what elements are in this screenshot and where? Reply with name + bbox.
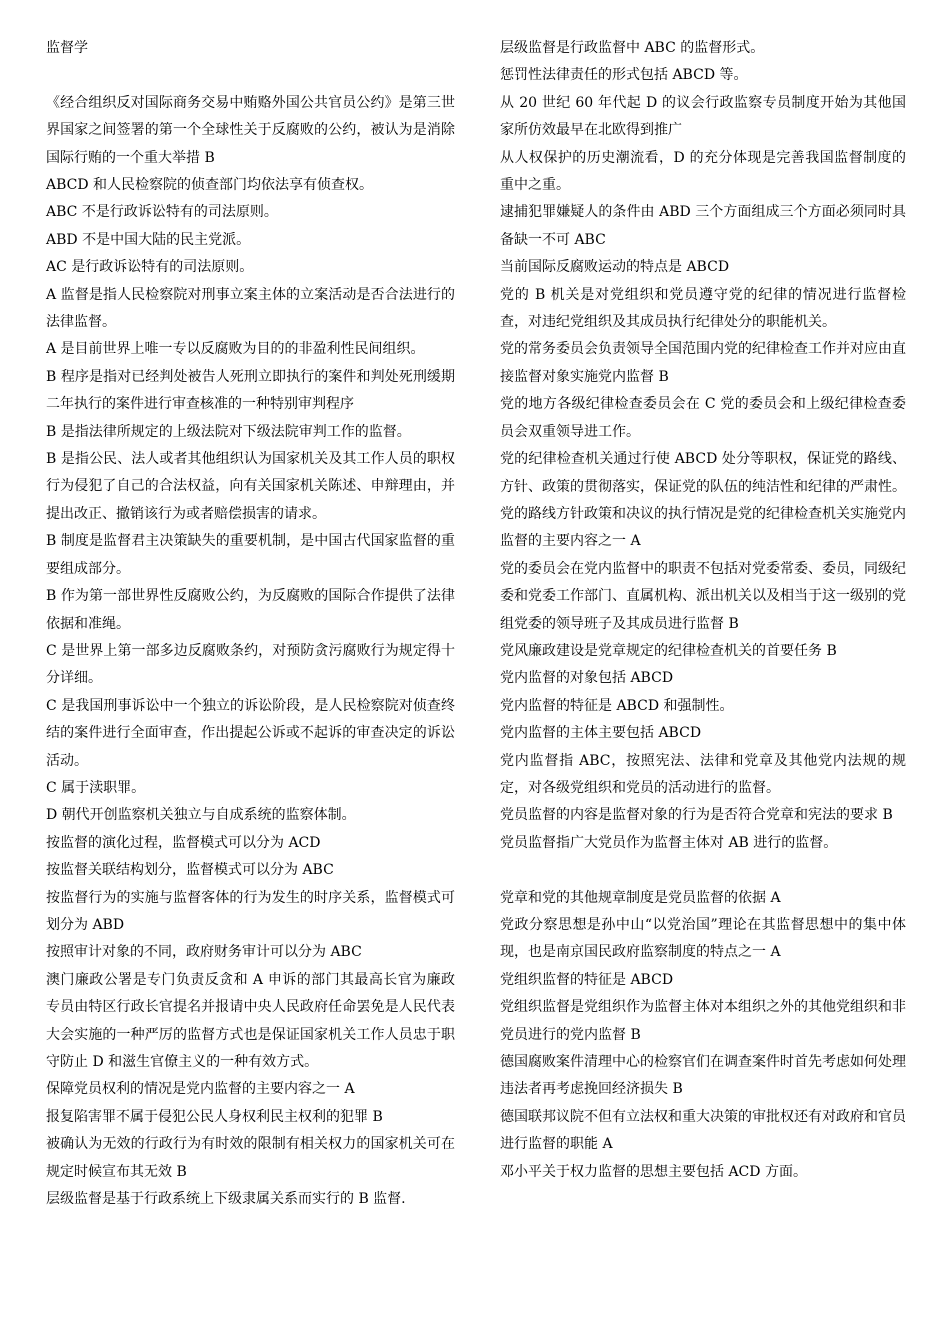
text-paragraph: 党组织监督是党组织作为监督主体对本组织之外的其他党组织和非党员进行的党内监督 B <box>500 999 906 1043</box>
text-paragraph: B 作为第一部世界性反腐败公约，为反腐败的国际合作提供了法律依据和准绳。 <box>46 588 455 632</box>
text-paragraph: 党的常务委员会负责领导全国范围内党的纪律检查工作并对应由直接监督对象实施党内监督 B <box>500 341 906 385</box>
text-paragraph: 党的路线方针政策和决议的执行情况是党的纪律检查机关实施党内监督的主要内容之一 A <box>500 505 906 550</box>
text-paragraph: C 是世界上第一部多边反腐败条约，对预防贪污腐败行为规定得十分详细。 <box>46 642 455 687</box>
text-paragraph: 按照审计对象的不同，政府财务审计可以分为 ABC <box>46 944 362 961</box>
text-paragraph: 党员监督的内容是监督对象的行为是否符合党章和宪法的要求 B <box>500 807 893 824</box>
text-paragraph: ABCD 和人民检察院的侦查部门均依法享有侦查权。 <box>46 177 374 194</box>
text-paragraph: 逮捕犯罪嫌疑人的条件由 ABD 三个方面组成三个方面必须同时具备缺一不可 ABC <box>500 204 906 248</box>
text-paragraph: 德国联邦议院不但有立法权和重大决策的审批权还有对政府和官员进行监督的职能 A <box>500 1108 906 1153</box>
text-paragraph: 从 20 世纪 60 年代起 D 的议会行政监察专员制度开始为其他国家所仿效最早在北欧得到推广 <box>500 94 906 139</box>
text-paragraph: 按监督关联结构划分，监督模式可以分为 ABC <box>46 862 334 879</box>
text-paragraph: 党组织监督的特征是 ABCD <box>500 971 674 988</box>
text-paragraph: 党章和党的其他规章制度是党员监督的依据 A <box>500 889 781 906</box>
text-paragraph: D 朝代开创监察机关独立与自成系统的监察体制。 <box>46 807 356 824</box>
text-paragraph: 德国腐败案件清理中心的检察官们在调查案件时首先考虑如何处理违法者再考虑挽回经济损失 B <box>500 1054 906 1098</box>
text-paragraph: 党员监督指广大党员作为监督主体对 AB 进行的监督。 <box>500 834 838 851</box>
text-paragraph: 层级监督是行政监督中 ABC 的监督形式。 <box>500 40 765 56</box>
blank-line <box>500 857 906 884</box>
left-column <box>46 35 455 1213</box>
text-paragraph: 党的 B 机关是对党组织和党员遵守党的纪律的情况进行监督检查，对违纪党组织及其成员执行纪律处分的职能机关。 <box>500 286 906 331</box>
text-paragraph: 保障党员权利的情况是党内监督的主要内容之一 A <box>46 1081 355 1098</box>
text-paragraph: 党内监督的特征是 ABCD 和强制性。 <box>500 697 734 714</box>
document-title: 监督学 <box>46 40 88 56</box>
text-paragraph: B 制度是监督君主决策缺失的重要机制，是中国古代国家监督的重要组成部分。 <box>46 533 455 577</box>
text-paragraph: 党内监督的主体主要包括 ABCD <box>500 725 702 742</box>
text-paragraph: 层级监督是基于行政系统上下级隶属关系而实行的 B 监督. <box>46 1191 406 1208</box>
text-paragraph: A 监督是指人民检察院对刑事立案主体的立案活动是否合法进行的法律监督。 <box>46 286 455 331</box>
text-paragraph: 党风廉政建设是党章规定的纪律检查机关的首要任务 B <box>500 642 837 659</box>
text-paragraph: 党的地方各级纪律检查委员会在 C 党的委员会和上级纪律检查委员会双重领导进工作。 <box>500 396 906 440</box>
text-paragraph: 党的纪律检查机关通过行使 ABCD 处分等职权，保证党的路线、方针、政策的贯彻落实，保证党的队伍的纯洁性和纪律的严肃性。 <box>500 451 906 495</box>
text-paragraph: 当前国际反腐败运动的特点是 ABCD <box>500 259 730 276</box>
text-paragraph: 《经合组织反对国际商务交易中贿赂外国公共官员公约》是第三世界国家之间签署的第一个全球性关于反腐败的公约，被认为是消除国际行贿的一个重大举措 B <box>46 94 455 166</box>
text-paragraph: 从人权保护的历史潮流看，D 的充分体现是完善我国监督制度的重中之重。 <box>500 149 906 194</box>
text-paragraph: 党的委员会在党内监督中的职责不包括对党委常委、委员，同级纪委和党委工作部门、直属机构、派出机关以及相当于这一级别的党组党委的领导班子及其成员进行监督 B <box>500 560 906 632</box>
right-column <box>500 35 906 1186</box>
text-paragraph: C 属于渎职罪。 <box>46 779 146 796</box>
text-paragraph: C 是我国刑事诉讼中一个独立的诉讼阶段，是人民检察院对侦查终结的案件进行全面审查，作出提起公诉或不起诉的审查决定的诉讼活动。 <box>46 697 455 769</box>
text-paragraph: ABD 不是中国大陆的民主党派。 <box>46 231 251 248</box>
text-paragraph: B 程序是指对已经判处被告人死刑立即执行的案件和判处死刑缓期二年执行的案件进行审查核准的一种特别审判程序 <box>46 368 455 413</box>
text-paragraph: 党内监督的对象包括 ABCD <box>500 670 674 687</box>
text-paragraph: A 是目前世界上唯一专以反腐败为目的的非盈利性民间组织。 <box>46 341 425 358</box>
text-paragraph: 澳门廉政公署是专门负责反贪和 A 申诉的部门其最高长官为廉政专员由特区行政长官提名并报请中央人民政府任命罢免是人民代表大会实施的一种严厉的监督方式也是保证国家机关工作人员忠于职守防止 D 和滋生官僚主义的一种有效方式。 <box>46 971 455 1071</box>
text-paragraph: 党内监督指 ABC，按照宪法、法律和党章及其他党内法规的规定，对各级党组织和党员的活动进行的监督。 <box>500 752 906 796</box>
text-paragraph: 惩罚性法律责任的形式包括 ABCD 等。 <box>500 67 748 84</box>
text-paragraph: 报复陷害罪不属于侵犯公民人身权利民主权利的犯罪 B <box>46 1108 383 1125</box>
text-paragraph: 党政分察思想是孙中山“以党治国”理论在其监督思想中的集中体现，也是南京国民政府监察制度的特点之一 A <box>500 916 906 961</box>
text-paragraph: B 是指公民、法人或者其他组织认为国家机关及其工作人员的职权行为侵犯了自己的合法权益，向有关国家机关陈述、申辩理由，并提出改正、撤销该行为或者赔偿损害的请求。 <box>46 451 455 522</box>
text-paragraph: B 是指法律所规定的上级法院对下级法院审判工作的监督。 <box>46 423 411 440</box>
text-paragraph: 按监督的演化过程，监督模式可以分为 ACD <box>46 834 321 851</box>
text-paragraph: ABC 不是行政诉讼特有的司法原则。 <box>46 204 278 221</box>
text-paragraph: 按监督行为的实施与监督客体的行为发生的时序关系，监督模式可划分为 ABD <box>46 889 455 933</box>
text-paragraph: 邓小平关于权力监督的思想主要包括 ACD 方面。 <box>500 1163 807 1180</box>
text-paragraph: AC 是行政诉讼特有的司法原则。 <box>46 259 254 276</box>
text-paragraph: 被确认为无效的行政行为有时效的限制有相关权力的国家机关可在规定时候宣布其无效 B <box>46 1136 455 1180</box>
